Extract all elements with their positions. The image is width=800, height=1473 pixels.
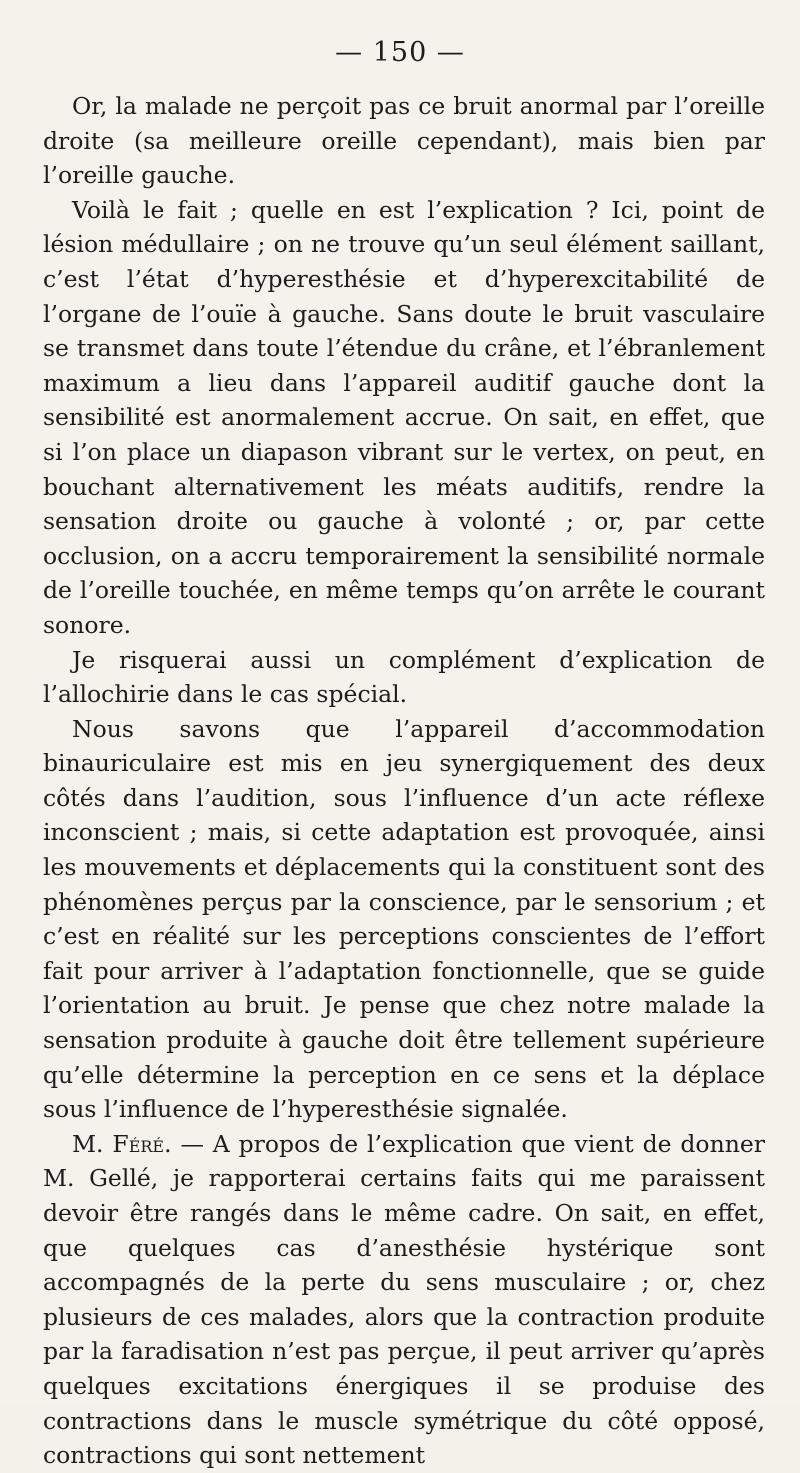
paragraph-2: Voilà le fait ; quelle en est l’explication ? Ici, point de lésion médullaire ; on ne trouve qu’un seul élément saillant, c’est l’état d’hyperesthésie et d’hyperexcitabilité de l’organe de l’ouïe à gauche. Sans doute le bruit vasculaire se transmet dans toute l’étendue du crâne, et l’ébranlement maximum a lieu dans l’appareil auditif gauche dont la sensibilité est anormalement accrue. On sait, en effet, que si l’on place un diapason vibrant sur le vertex, on peut, en bouchant alternativement les méats auditifs, rendre la sensation droite ou gauche à volonté ; or, par cette occlusion, on a accru temporairement la sensibilité normale de l’oreille touchée, en même temps qu’on arrête le courant sonore. xyxy=(43,195,765,639)
speaker-name: M. Féré. xyxy=(72,1129,172,1158)
paragraph-5-text: — A propos de l’explication que vient de donner M. Gellé, je rapporterai certains faits qui me paraissent devoir être rangés dans le même cadre. On sait, en effet, que quelques cas d’anesthésie hystérique sont accompagnés de la perte du sens musculaire ; or, chez plusieurs de ces malades, alors que la contraction produite par la faradisation n’est pas perçue, il peut arriver qu’après quelques excitations énergiques il se produise des contractions dans le muscle symétrique du côté opposé, contractions qui sont nettement xyxy=(43,1129,765,1470)
paragraph-4: Nous savons que l’appareil d’accommodation binauriculaire est mis en jeu synergiquement des deux côtés dans l’audition, sous l’influence d’un acte réflexe inconscient ; mais, si cette adaptation est provoquée, ainsi les mouvements et déplacements qui la constituent sont des phénomènes perçus par la conscience, par le sensorium ; et c’est en réalité sur les perceptions conscientes de l’effort fait pour arriver à l’adaptation fonctionnelle, que se guide l’orientation au bruit. Je pense que chez notre malade la sensation produite à gauche doit être tellement supérieure qu’elle détermine la perception en ce sens et la déplace sous l’influence de l’hyperesthésie signalée. xyxy=(43,714,765,1124)
paragraph-3: Je risquerai aussi un complément d’explication de l’allochirie dans le cas spécial. xyxy=(43,645,765,709)
paragraph-1: Or, la malade ne perçoit pas ce bruit anormal par l’oreille droite (sa meilleure oreille cependant), mais bien par l’oreille gauche. xyxy=(43,92,765,190)
body-text xyxy=(43,89,765,1473)
page-number: — 150 — xyxy=(335,37,465,68)
paragraph-5 xyxy=(43,1127,765,1473)
